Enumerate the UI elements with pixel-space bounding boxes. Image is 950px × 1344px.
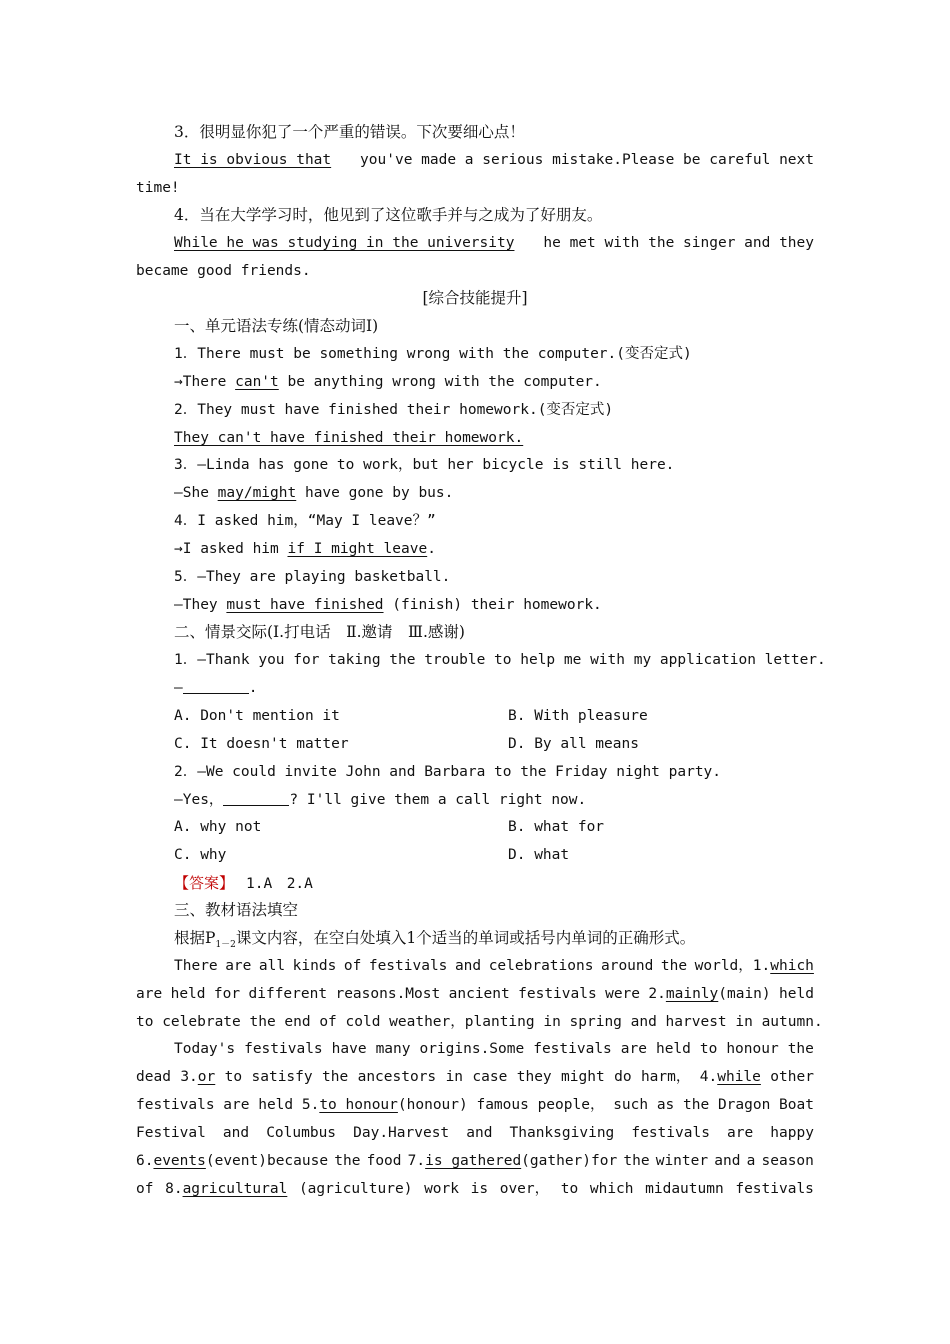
dialogue-q2-options-row1 bbox=[174, 817, 814, 837]
grammar-q5: 5．—They are playing basketball. bbox=[174, 569, 451, 585]
cloze-answer-2: mainly bbox=[665, 986, 719, 1002]
grammar-q5-pre: —They bbox=[174, 597, 227, 613]
dialogue-q1-options-row1 bbox=[174, 706, 814, 726]
grammar-q4-post: . bbox=[427, 541, 436, 557]
dialogue-q2-yes: —Yes， bbox=[174, 792, 224, 808]
translation-q3-tail: time! bbox=[136, 180, 180, 196]
dialogue-q1-period: . bbox=[248, 680, 258, 696]
dialogue-q2-option-a: A. why not bbox=[174, 819, 262, 835]
grammar-q5-post: (finish) their homework. bbox=[383, 597, 602, 613]
dialogue-q2-option-d: D. what bbox=[508, 847, 570, 863]
grammar-q3-post: have gone by bus. bbox=[296, 485, 454, 501]
cloze-answer-4: while bbox=[717, 1069, 761, 1085]
dialogue-q1-response bbox=[174, 678, 257, 698]
answer-label: 【答案】 bbox=[174, 874, 235, 892]
grammar-q5-answer: must have finished bbox=[226, 597, 384, 613]
cloze-line-3: to celebrate the end of cold weather，planting in spring and harvest in autumn. bbox=[136, 1014, 823, 1030]
cloze-line-7: Festival and Columbus Day.Harvest and Thanksgiving festivals are happy bbox=[136, 1125, 814, 1141]
dialogue-q1-dash: — bbox=[174, 680, 183, 696]
dialogue-q1-blank bbox=[183, 679, 249, 694]
dialogue-q1-option-c: C. It doesn't matter bbox=[174, 736, 349, 752]
dialogue-q1-option-d: D. By all means bbox=[508, 736, 639, 752]
dialogue-q2-response bbox=[174, 790, 586, 810]
dialogue-q2-options-row2 bbox=[174, 845, 814, 865]
translation-q3-line bbox=[174, 150, 814, 170]
translation-q4-rest: he met with the singer and they bbox=[543, 235, 814, 251]
grammar-q3-answer: may/might bbox=[217, 485, 297, 501]
cloze-line-2: are held for different reasons.Most ancient festivals were 2.mainly(main) held bbox=[136, 986, 814, 1002]
dialogue-q2-blank bbox=[223, 791, 289, 806]
cloze-answer-8: agricultural bbox=[182, 1181, 288, 1197]
grammar-heading: 一、单元语法专练(情态动词Ⅰ) bbox=[174, 317, 379, 335]
answer-text: 1.A 2.A bbox=[246, 876, 313, 892]
cloze-answer-5: to honour bbox=[319, 1097, 398, 1113]
cloze-answer-7: is gathered bbox=[425, 1153, 522, 1169]
grammar-q3-pre: —She bbox=[174, 485, 218, 501]
dialogue-q1-option-b: B. With pleasure bbox=[508, 708, 648, 724]
translation-q3-rest: you've made a serious mistake.Please be careful next bbox=[360, 152, 814, 168]
dialogue-heading: 二、情景交际(Ⅰ.打电话 Ⅱ.邀请 Ⅲ.感谢) bbox=[174, 623, 465, 641]
cloze-line-9: of 8.agricultural (agriculture) work is over， to which midautumn festivals bbox=[136, 1181, 814, 1197]
grammar-q1-pre: →There bbox=[174, 374, 236, 390]
grammar-q3-answer-line bbox=[174, 483, 453, 503]
cloze-line-4: Today's festivals have many origins.Some festivals are held to honour the bbox=[174, 1041, 814, 1057]
grammar-q4: 4．I asked him，“May I leave？” bbox=[174, 513, 436, 529]
cloze-instruction-pre: 根据P bbox=[174, 929, 216, 947]
cloze-answer-1: which bbox=[770, 958, 814, 974]
grammar-q3: 3．—Linda has gone to work，but her bicycle is still here. bbox=[174, 457, 675, 473]
grammar-q4-answer: if I might leave bbox=[287, 541, 428, 557]
grammar-q4-answer-line bbox=[174, 539, 436, 559]
dialogue-q2: 2．—We could invite John and Barbara to the Friday night party. bbox=[174, 764, 722, 780]
dialogue-q1: 1．—Thank you for taking the trouble to help me with my application letter. bbox=[174, 652, 826, 668]
dialogue-q2-rest: ? I'll give them a call right now. bbox=[289, 792, 587, 808]
grammar-q2-answer: They can't have finished their homework. bbox=[174, 430, 524, 446]
grammar-q5-answer-line bbox=[174, 595, 602, 615]
cloze-heading: 三、教材语法填空 bbox=[174, 901, 299, 919]
cloze-line-1: There are all kinds of festivals and celebrations around the world，1.which bbox=[174, 958, 814, 974]
grammar-q1: 1．There must be something wrong with the computer.(变否定式) bbox=[174, 346, 692, 362]
grammar-q1-answer-line bbox=[174, 372, 602, 392]
translation-q4-answer: While he was studying in the university bbox=[174, 235, 515, 251]
dialogue-q2-option-b: B. what for bbox=[508, 819, 605, 835]
translation-q4-line bbox=[174, 233, 814, 253]
grammar-q1-post: be anything wrong with the computer. bbox=[278, 374, 602, 390]
answer-line bbox=[174, 873, 313, 894]
cloze-instruction bbox=[174, 928, 695, 955]
dialogue-q2-option-c: C. why bbox=[174, 847, 227, 863]
grammar-q2: 2．They must have finished their homework.(变否定式) bbox=[174, 402, 614, 418]
translation-q4-tail: became good friends. bbox=[136, 263, 311, 279]
section-title: [综合技能提升] bbox=[422, 289, 528, 307]
cloze-line-5: dead 3.or to satisfy the ancestors in case they might do harm， 4.while other bbox=[136, 1069, 814, 1085]
cloze-instruction-sub: 1－2 bbox=[215, 940, 236, 951]
cloze-line-6: festivals are held 5.to honour(honour) famous people， such as the Dragon Boat bbox=[136, 1097, 814, 1113]
dialogue-q1-options-row2 bbox=[174, 734, 814, 754]
translation-q3-answer: It is obvious that bbox=[174, 152, 332, 168]
cloze-instruction-post: 课文内容，在空白处填入1个适当的单词或括号内单词的正确形式。 bbox=[235, 929, 696, 947]
grammar-q1-answer: can't bbox=[235, 374, 279, 390]
cloze-answer-3: or bbox=[197, 1069, 216, 1085]
dialogue-q1-option-a: A. Don't mention it bbox=[174, 708, 340, 724]
cloze-answer-6: events bbox=[153, 1153, 206, 1169]
cloze-line-8: 6.events(event)because the food 7.is gathered(gather)for the winter and a season bbox=[136, 1153, 814, 1169]
grammar-q4-pre: →I asked him bbox=[174, 541, 288, 557]
translation-q3-label: 3．很明显你犯了一个严重的错误。下次要细心点！ bbox=[174, 123, 525, 141]
translation-q4-label: 4．当在大学学习时，他见到了这位歌手并与之成为了好朋友。 bbox=[174, 206, 603, 224]
